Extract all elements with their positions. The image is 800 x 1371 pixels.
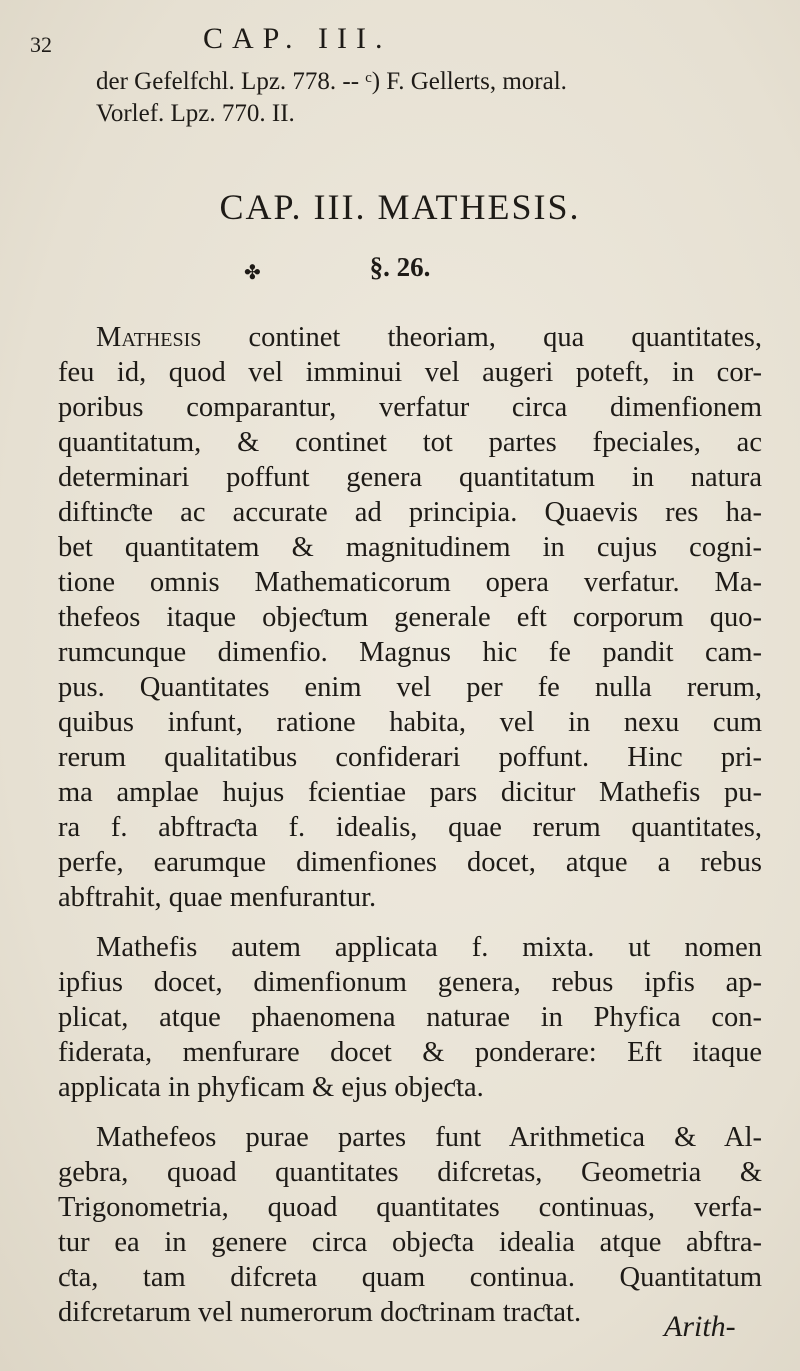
section-number: §. 26. — [369, 252, 431, 282]
paragraph-line: ipfius docet, dimenfionum genera, rebus ipfis ap- — [58, 967, 762, 998]
paragraph-line: determinari poffunt genera quantitatum in natura — [58, 462, 762, 493]
paragraph-line: gebra, quoad quantitates difcretas, Geometria & — [58, 1157, 762, 1188]
paragraph-line: applicata in phyficam & ejus objeƈta. — [58, 1072, 484, 1103]
paragraph-line: poribus comparantur, verfatur circa dimenfionem — [58, 392, 762, 423]
paragraph-line: Mathesis continet theoriam, qua quantitates, — [96, 322, 762, 353]
catchword: Arith- — [664, 1310, 736, 1343]
paragraph-line: Mathefis autem applicata f. mixta. ut nomen — [96, 932, 762, 963]
paragraph-line: Mathefeos purae partes funt Arithmetica & Al- — [96, 1122, 762, 1153]
paragraph-line: abftrahit, quae menfurantur. — [58, 882, 377, 913]
paragraph-line: tione omnis Mathematicorum opera verfatur. Ma- — [58, 567, 762, 598]
paragraph-line: diftinƈte ac accurate ad principia. Quaevis res ha- — [58, 497, 762, 528]
paragraph-line: rerum qualitatibus confiderari poffunt. Hinc pri- — [58, 742, 762, 773]
paragraph-line: ƈta, tam difcreta quam continua. Quantitatum — [58, 1262, 762, 1293]
paragraph-line: perfe, earumque dimenfiones docet, atque a rebus — [58, 847, 762, 878]
paragraph-line: feu id, quod vel imminui vel augeri poteft, in cor- — [58, 357, 762, 388]
page-number: 32 — [30, 32, 52, 57]
paragraph-line: Trigonometria, quoad quantitates continuas, verfa- — [58, 1192, 762, 1223]
running-head — [0, 18, 800, 58]
paragraph-line: bet quantitatem & magnitudinem in cujus cogni- — [58, 532, 762, 563]
paragraph-line: quantitatum, & continet tot partes fpeciales, ac — [58, 427, 762, 458]
footnote-line-2: Vorlef. Lpz. 770. II. — [96, 100, 295, 127]
paragraph-line: tur ea in genere circa objeƈta idealia atque abftra- — [58, 1227, 762, 1258]
initial-word: Mathesis — [96, 322, 202, 353]
ornament-icon: ✤ — [244, 262, 261, 284]
paragraph-line: thefeos itaque objeƈtum generale eft corporum quo- — [58, 602, 762, 633]
paragraph-line: fiderata, menfurare docet & ponderare: Eft itaque — [58, 1037, 762, 1068]
running-title: CAP. III. — [203, 22, 392, 55]
paragraph-line: ma amplae hujus fcientiae pars dicitur Mathefis pu- — [58, 777, 762, 808]
paragraph-line: pus. Quantitates enim vel per fe nulla rerum, — [58, 672, 762, 703]
paragraph-line: difcretarum vel numerorum doƈtrinam traƈtat. — [58, 1297, 582, 1328]
paragraph-line: quibus infunt, ratione habita, vel in nexu cum — [58, 707, 762, 738]
paragraph-line: plicat, atque phaenomena naturae in Phyfica con- — [58, 1002, 762, 1033]
paragraph-line: ra f. abftraƈta f. idealis, quae rerum quantitates, — [58, 812, 762, 843]
footnote-line-1: der Gefelfchl. Lpz. 778. -- ᶜ) F. Gellerts, moral. — [96, 68, 567, 95]
chapter-title: CAP. III. MATHESIS. — [219, 187, 581, 227]
paragraph-line: rumcunque dimenfio. Magnus hic fe pandit cam- — [58, 637, 762, 668]
